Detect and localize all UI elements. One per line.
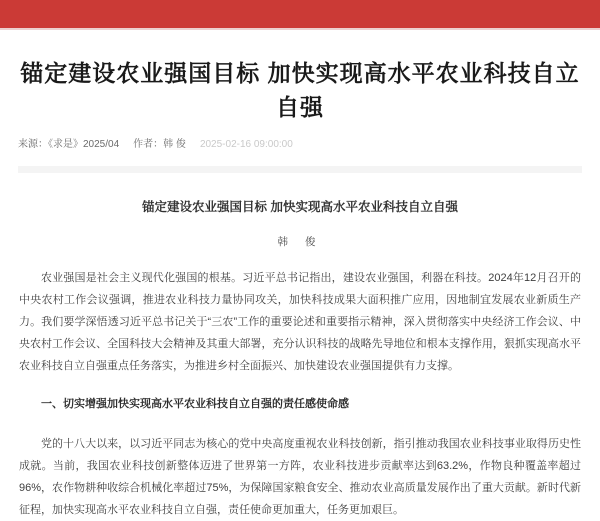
article-title: 锚定建设农业强国目标 加快实现高水平农业科技自立自强 (142, 200, 458, 214)
site-header-bar (0, 0, 600, 30)
section-1-heading: 一、切实增强加快实现高水平农业科技自立自强的责任感使命感 (41, 398, 349, 410)
article-author: 韩 俊 (277, 236, 323, 248)
publish-timestamp: 2025-02-16 09:00:00 (199, 139, 293, 150)
article-body (19, 197, 581, 521)
author-value: 韩 俊 (163, 139, 186, 150)
author-label: 作者： (133, 139, 164, 150)
content-top-divider (18, 166, 582, 173)
source-value: 《求是》2025/04 (48, 139, 120, 150)
source-label: 来源： (18, 139, 48, 150)
article-paragraph: 党的十八大以来，以习近平同志为核心的党中央高度重视农业科技创新，指引推动我国农业科技事业取得历史性成就。当前，我国农业科技创新整体迈进了世界第一方阵，农业科技进步贡献率达到63.2%，作物良种覆盖率超过96%，农作物耕种收综合机械化率超过75%，为保障国家粮食安全、推动农业高质量发展作出了重大贡献。新时代新征程，加快实现高水平农业科技自立自强，责任使命更加重大，任务更加艰巨。 (19, 438, 581, 516)
article-meta (18, 135, 600, 150)
article-paragraph: 农业强国是社会主义现代化强国的根基。习近平总书记指出，建设农业强国，利器在科技。2024年12月召开的中央农村工作会议强调，推进农业科技力量协同攻关，加快科技成果大面积推广应用，因地制宜发展农业新质生产力。我们要学深悟透习近平总书记关于“三农”工作的重要论述和重要指示精神，深入贯彻落实中央经济工作会议、中央农村工作会议、全国科技大会精神及其重大部署，充分认识科技的战略先导地位和根本支撑作用，狠抓实现高水平农业科技自立自强重点任务落实，为推进乡村全面振兴、加快建设农业强国提供有力支撑。 (19, 272, 581, 372)
page-headline: 锚定建设农业强国目标 加快实现高水平农业科技自立自强 (20, 60, 580, 120)
